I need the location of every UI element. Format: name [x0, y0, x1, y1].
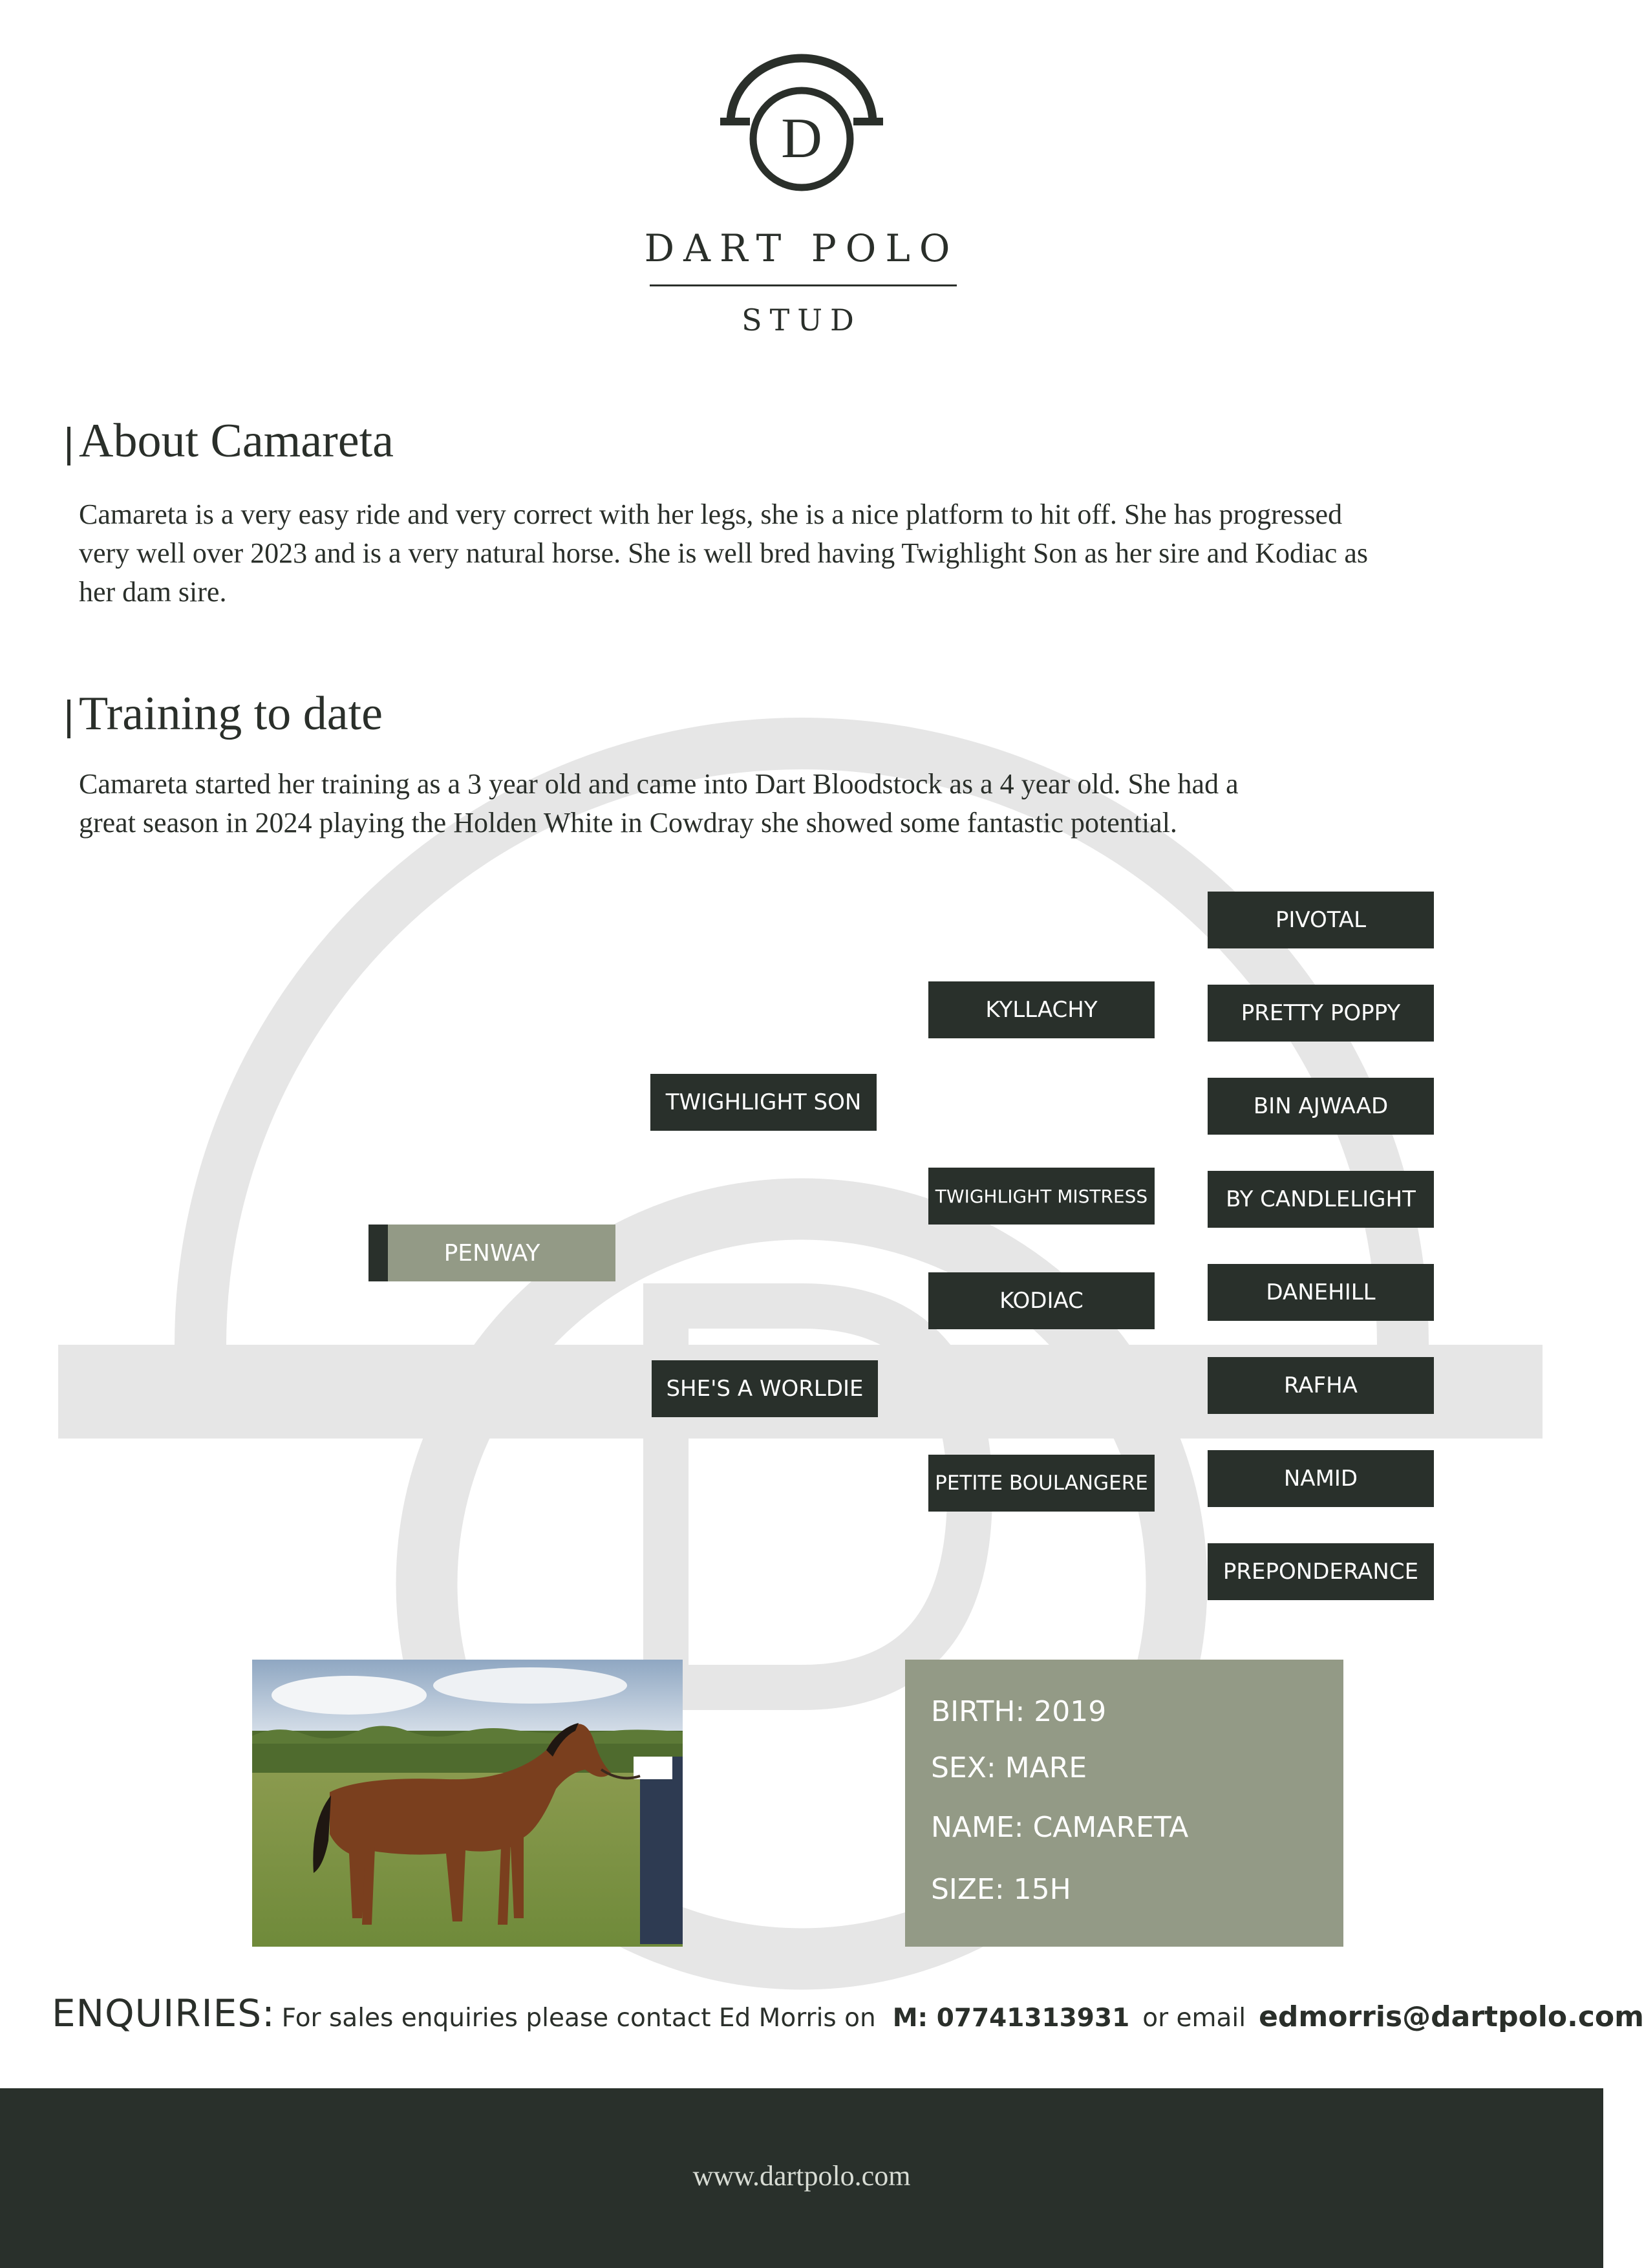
- pedigree-sire: TWIGHLIGHT SON: [650, 1074, 877, 1131]
- enquiries-or: or email: [1142, 2004, 1246, 2033]
- enquiries-email-link[interactable]: edmorris@dartpolo.com: [1259, 2000, 1644, 2033]
- info-name: NAME: CAMARETA: [931, 1811, 1189, 1844]
- about-heading: About Camareta: [79, 414, 394, 467]
- pedigree-ggp: PIVOTAL: [1208, 892, 1434, 948]
- about-line: Camareta is a very easy ride and very correct with her legs, she is a nice platform to hit off. She has progressed: [79, 498, 1343, 530]
- pedigree-dam-dam: PETITE BOULANGERE: [928, 1455, 1155, 1512]
- training-accent-bar: [67, 700, 70, 738]
- pedigree-dam-sire: KODIAC: [928, 1272, 1155, 1329]
- brand-subtitle: STUD: [742, 303, 862, 337]
- enquiries-text: For sales enquiries please contact Ed Morris on: [281, 2004, 876, 2033]
- photo-handler: [640, 1757, 683, 1944]
- pedigree-ggp: PREPONDERANCE: [1208, 1543, 1434, 1600]
- about-line: very well over 2023 and is a very natural horse. She is well bred having Twighlight Son as her sire and Kodiac as: [79, 537, 1368, 569]
- enquiries-phone[interactable]: M: 07741313931: [892, 2004, 1130, 2033]
- training-line: Camareta started her training as a 3 year old and came into Dart Bloodstock as a 4 year old. She had a: [79, 768, 1239, 800]
- pedigree-ggp: PRETTY POPPY: [1208, 985, 1434, 1042]
- brand-divider: [650, 284, 957, 286]
- enquiries-label: ENQUIRIES:: [52, 1991, 275, 2035]
- pedigree-ggp: BY CANDLELIGHT: [1208, 1171, 1434, 1228]
- about-accent-bar: [67, 427, 70, 465]
- about-line: her dam sire.: [79, 576, 227, 608]
- photo-cloud: [272, 1676, 427, 1715]
- pedigree-sire-sire: KYLLACHY: [928, 981, 1155, 1038]
- about-text: [79, 495, 1566, 612]
- brand-logo: [711, 58, 892, 200]
- logo-monogram: D: [781, 107, 822, 170]
- pedigree-ggp: RAFHA: [1208, 1357, 1434, 1414]
- footer: [0, 2088, 1603, 2268]
- info-size: SIZE: 15H: [931, 1873, 1071, 1906]
- training-line: great season in 2024 playing the Holden White in Cowdray she showed some fantastic potential.: [79, 807, 1177, 839]
- pedigree-ggp: NAMID: [1208, 1450, 1434, 1507]
- pedigree-subject: PENWAY: [368, 1225, 615, 1281]
- info-birth: BIRTH: 2019: [931, 1695, 1107, 1728]
- horse-photo: [252, 1660, 683, 1947]
- logo-bar-right: [853, 118, 883, 125]
- photo-cloud: [433, 1667, 627, 1704]
- brand-name: DART POLO: [644, 226, 959, 270]
- pedigree-ggp: DANEHILL: [1208, 1264, 1434, 1321]
- training-text: [79, 765, 1566, 842]
- horse-info-panel: [905, 1660, 1343, 1947]
- logo-bar-left: [720, 118, 750, 125]
- pedigree-sire-dam: TWIGHLIGHT MISTRESS: [928, 1168, 1155, 1225]
- training-heading: Training to date: [79, 687, 383, 740]
- pedigree-ggp: BIN AJWAAD: [1208, 1078, 1434, 1135]
- pedigree-dam: SHE'S A WORLDIE: [652, 1360, 878, 1417]
- enquiries-line: [52, 1991, 1644, 2043]
- info-sex: SEX: MARE: [931, 1751, 1087, 1784]
- footer-website-link[interactable]: www.dartpolo.com: [692, 2160, 911, 2192]
- pedigree-subject-accent: [368, 1225, 388, 1281]
